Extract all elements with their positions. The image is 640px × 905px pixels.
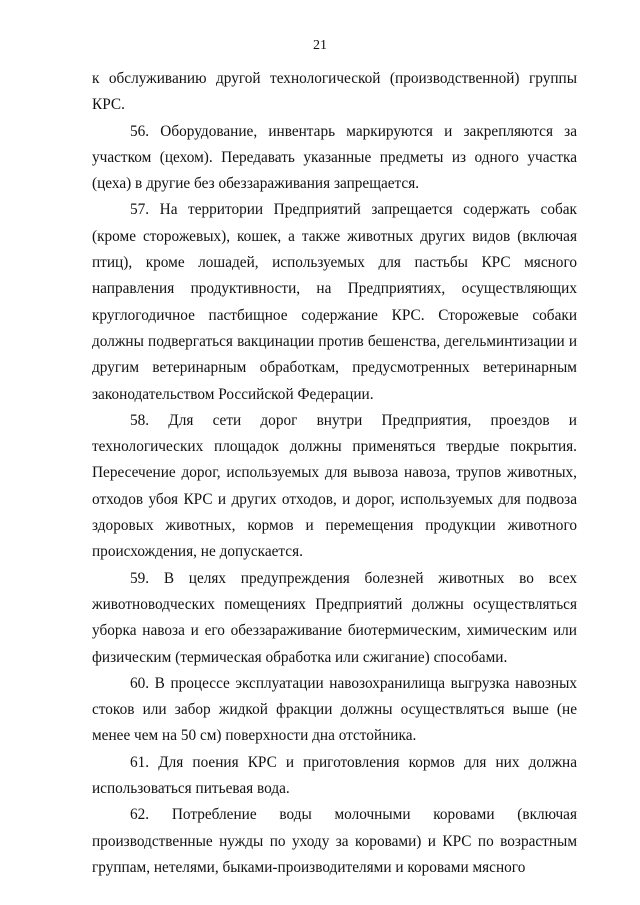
paragraph-61: 61. Для поения КРС и приготовления кормов для них должна использоваться питьевая вода. xyxy=(92,753,577,798)
paragraph-59: 59. В целях предупреждения болезней животных во всех животноводческих помещениях Предприятий должны осуществляться уборка навоза и его обеззараживание биотермическим, химическим или физическим (термическая обработка или сжигание) способами. xyxy=(92,569,577,666)
document-body xyxy=(92,66,577,881)
paragraph-58: 58. Для сети дорог внутри Предприятия, проездов и технологических площадок должны применяться твердые покрытия. Пересечение дорог, используемых для вывоза навоза, трупов животных, отходов убоя КРС и других отходов, и дорог, используемых для подвоза здоровых животных, кормов и перемещения продукции животного происхождения, не допускается. xyxy=(92,411,577,561)
paragraph-56: 56. Оборудование, инвентарь маркируются и закрепляются за участком (цехом). Передавать указанные предметы из одного участка (цеха) в другие без обеззараживания запрещается. xyxy=(92,122,577,193)
paragraph-continuation: к обслуживанию другой технологической (производственной) группы КРС. xyxy=(92,70,577,114)
paragraph-57: 57. На территории Предприятий запрещается содержать собак (кроме сторожевых), кошек, а также животных других видов (включая птиц), кроме лошадей, используемых для пастьбы КРС мясного направления продуктивности, на Предприятиях, осуществляющих круглогодичное пастбищное содержание КРС. Сторожевые собаки должны подвергаться вакцинации против бешенства, дегельминтизации и другим ветеринарным обработкам, предусмотренных ветеринарным законодательством Российской Федерации. xyxy=(92,201,577,403)
page-number: 21 xyxy=(313,38,327,53)
paragraph-62: 62. Потребление воды молочными коровами (включая производственные нужды по уходу за коровами) и КРС по возрастным группам, нетелями, быками-производителями и коровами мясного xyxy=(92,806,577,876)
paragraph-60: 60. В процессе эксплуатации навозохранилища выгрузка навозных стоков или забор жидкой фракции должны осуществляться выше (не менее чем на 50 см) поверхности дна отстойника. xyxy=(92,674,577,745)
